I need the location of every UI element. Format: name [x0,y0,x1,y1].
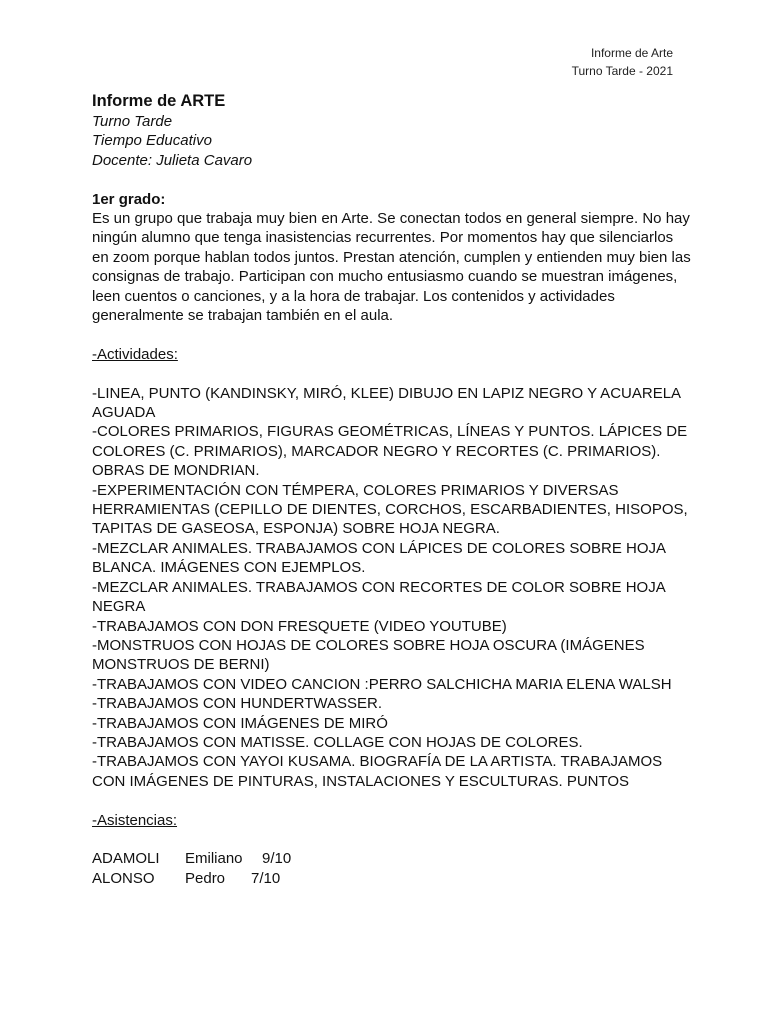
activity-item: -EXPERIMENTACIÓN CON TÉMPERA, COLORES PRIMARIOS Y DIVERSAS HERRAMIENTAS (CEPILLO DE DIENTES, CORCHOS, ESCARBADIENTES, HISOPOS, TAPITAS DE GASEOSA, ESPONJA) SOBRE HOJA NEGRA. [92,481,688,538]
meta-shift: Turno Tarde [92,113,173,130]
activities-heading: -Actividades: [92,345,178,363]
attendance-heading: -Asistencias: [92,811,178,829]
student-surname: ALONSO [92,869,155,887]
attendance-row [92,849,692,868]
grade-paragraph: Es un grupo que trabaja muy bien en Arte. Se conectan todos en general siempre. No hay ningún alumno que tenga inasistencias recurrentes. Por momentos hay que silenciarlos en zoom porque hablan todos juntos. Prestan atención, cumplen y entienden muy bien las consignas de trabajo. Participan con mucho entusiasmo cuando se muestran imágenes, leen cuentos o canciones, y a la hora de trabajar. Los contenidos y actividades generalmente se trabajan también en el aula. [92,210,691,325]
activity-item: -COLORES PRIMARIOS, FIGURAS GEOMÉTRICAS, LÍNEAS Y PUNTOS. LÁPICES DE COLORES (C. PRIMARIOS), MARCADOR NEGRO Y RECORTES (C. PRIMARIOS). OBRAS DE MONDRIAN. [92,423,688,480]
activities-list [92,384,692,792]
attendance-row [92,869,692,888]
student-name: Emiliano [185,850,243,868]
activity-item: -MEZCLAR ANIMALES. TRABAJAMOS CON RECORTES DE COLOR SOBRE HOJA NEGRA [92,578,665,616]
document-title: Informe de ARTE [92,92,226,110]
activity-item: -TRABAJAMOS CON YAYOI KUSAMA. BIOGRAFÍA DE LA ARTISTA. TRABAJAMOS CON IMÁGENES DE PINTURAS, INSTALACIONES Y ESCULTURAS. PUNTOS [92,753,663,790]
activity-item: -TRABAJAMOS CON DON FRESQUETE (VIDEO YOUTUBE) [92,617,507,635]
student-score: 9/10 [262,850,292,868]
activity-item: -TRABAJAMOS CON HUNDERTWASSER. [92,695,383,713]
activity-item: -MEZCLAR ANIMALES. TRABAJAMOS CON LÁPICES DE COLORES SOBRE HOJA BLANCA. IMÁGENES CON EJEMPLOS. [92,539,666,577]
header-line-1: Informe de Arte [590,46,673,60]
student-score: 7/10 [251,869,281,887]
running-header [572,44,673,80]
header-line-2: Turno Tarde - 2021 [571,64,673,78]
student-name: Pedro [185,869,226,887]
attendance-list [92,849,692,888]
activity-item: -LINEA, PUNTO (KANDINSKY, MIRÓ, KLEE) DIBUJO EN LAPIZ NEGRO Y ACUARELA AGUADA [92,384,681,422]
activity-item: -TRABAJAMOS CON VIDEO CANCION :PERRO SALCHICHA MARIA ELENA WALSH [92,675,672,693]
grade-heading: 1er grado: [92,190,166,208]
student-surname: ADAMOLI [92,850,160,868]
document-body [92,90,692,888]
activity-item: -MONSTRUOS CON HOJAS DE COLORES SOBRE HOJA OSCURA (IMÁGENES MONSTRUOS DE BERNI) [92,636,645,674]
meta-program: Tiempo Educativo [92,132,212,150]
activity-item: -TRABAJAMOS CON IMÁGENES DE MIRÓ [92,714,388,732]
meta-teacher: Docente: Julieta Cavaro [92,151,253,169]
activity-item: -TRABAJAMOS CON MATISSE. COLLAGE CON HOJAS DE COLORES. [92,733,583,751]
